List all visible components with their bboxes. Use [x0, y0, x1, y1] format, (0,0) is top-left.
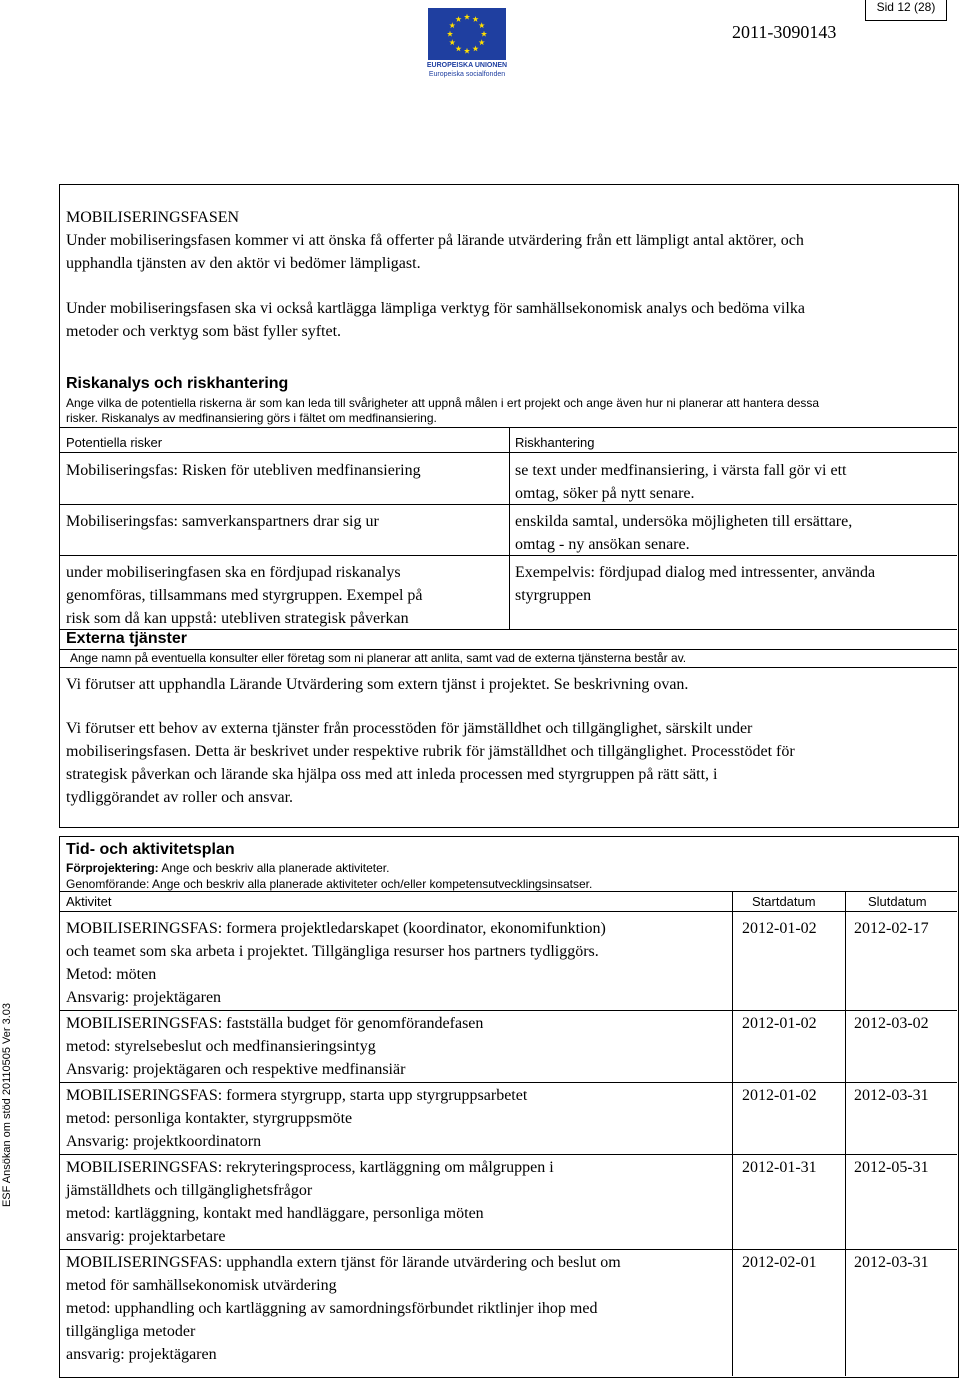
- externa-title-line: [59, 649, 957, 650]
- plan-row-divider: [59, 1010, 957, 1011]
- risk-row-1-handling-line2: omtag, söker på nytt senare.: [515, 485, 695, 502]
- mobilisering-para2-line2: metoder och verktyg som bäst fyller syftet.: [66, 323, 342, 340]
- plan-activity-3-line1: MOBILISERINGSFAS: formera styrgrupp, starta upp styrgruppsarbetet: [66, 1087, 528, 1104]
- risk-row-2-risk: Mobiliseringsfas: samverkanspartners drar sig ur: [66, 513, 379, 530]
- plan-col-divider-1: [732, 891, 733, 1376]
- risk-row-3-handling-line2: styrgruppen: [515, 587, 592, 604]
- eu-logo-line1: EUROPEISKA UNIONEN: [426, 62, 508, 69]
- externa-instruction-line: [59, 667, 957, 668]
- eu-logo-line2: Europeiska socialfonden: [428, 71, 506, 78]
- risk-row-3-risk-line2: genomföras, tillsammans med styrgruppen. Exempel på: [66, 587, 423, 604]
- risk-row-3-risk-line1: under mobiliseringfasen ska en fördjupad riskanalys: [66, 564, 401, 581]
- risk-row-1-risk: Mobiliseringsfas: Risken för utebliven medfinansiering: [66, 462, 421, 479]
- plan-genomforande: Genomförande: Ange och beskriv alla planerade aktiviteter och/eller kompetensutvecklingsinsatser.: [66, 877, 593, 891]
- plan-row-divider: [59, 1154, 957, 1155]
- plan-forprojektering-label: Förprojektering:: [66, 861, 159, 875]
- plan-activity-1-line1: MOBILISERINGSFAS: formera projektledarskapet (koordinator, ekonomifunktion): [66, 920, 606, 937]
- plan-activity-1-line3: Metod: möten: [66, 966, 157, 983]
- externa-para2-line4: tydliggörandet av roller och ansvar.: [66, 789, 294, 806]
- eu-star-icon: [481, 31, 487, 37]
- risk-instruction-line2: risker. Riskanalys av medfinansiering görs i fältet om medfinansiering.: [66, 411, 437, 425]
- eu-star-icon: [455, 16, 461, 22]
- document-number: 2011-3090143: [732, 22, 837, 42]
- plan-activity-4-line2: jämställdhets och tillgänglighetsfrågor: [66, 1182, 313, 1199]
- plan-activity-5-line4: tillgängliga metoder: [66, 1323, 196, 1340]
- plan-col-activity: Aktivitet: [66, 894, 112, 909]
- plan-activity-4-line3: metod: kartläggning, kontakt med handläggare, personliga möten: [66, 1205, 484, 1222]
- risk-col-header-handling: Riskhantering: [515, 435, 595, 450]
- risk-table-divider: [509, 427, 510, 629]
- risk-row-1-handling-line1: se text under medfinansiering, i värsta fall gör vi ett: [515, 462, 847, 479]
- plan-activity-4-end: 2012-05-31: [854, 1159, 929, 1176]
- plan-activity-1-start: 2012-01-02: [742, 920, 817, 937]
- eu-star-icon: [464, 48, 470, 54]
- plan-activity-1-line2: och teamet som ska arbeta i projektet. Tillgängliga resurser hos partners tydliggörs.: [66, 943, 599, 960]
- plan-activity-2-end: 2012-03-02: [854, 1015, 929, 1032]
- risk-row-2-handling-line1: enskilda samtal, undersöka möjligheten till ersättare,: [515, 513, 853, 530]
- externa-instruction: Ange namn på eventuella konsulter eller företag som ni planerar att anlita, samt vad de externa tjänsterna består av.: [70, 651, 687, 665]
- eu-star-icon: [449, 22, 455, 28]
- eu-star-icon: [472, 46, 478, 52]
- plan-activity-3-end: 2012-03-31: [854, 1087, 929, 1104]
- eu-logo: [426, 8, 508, 80]
- side-version-text: ESF Ansökan om stöd 20110505 Ver 3.03: [1, 1002, 13, 1208]
- plan-col-end: Slutdatum: [868, 894, 927, 909]
- plan-activity-5-line3: metod: upphandling och kartläggning av samordningsförbundet riktlinjer ihop med: [66, 1300, 598, 1317]
- risk-row-3-handling-line1: Exempelvis: fördjupad dialog med intressenter, använda: [515, 564, 876, 581]
- plan-activity-5-end: 2012-03-31: [854, 1254, 929, 1271]
- plan-activity-5-start: 2012-02-01: [742, 1254, 817, 1271]
- plan-activity-2-line2: metod: styrelsebeslut och medfinansieringsintyg: [66, 1038, 376, 1055]
- eu-flag-icon: [428, 8, 506, 60]
- mobilisering-para2-line1: Under mobiliseringsfasen ska vi också kartlägga lämpliga verktyg för samhällsekonomisk analys och bedöma vilka: [66, 300, 805, 317]
- plan-activity-4-line4: ansvarig: projektarbetare: [66, 1228, 226, 1245]
- externa-para2-line1: Vi förutser ett behov av externa tjänster från processtöden för jämställdhet och tillgänglighet, särskilt under: [66, 720, 753, 737]
- mobilisering-heading: MOBILISERINGSFASEN: [66, 209, 240, 226]
- plan-activity-2-line1: MOBILISERINGSFAS: fastställa budget för genomförandefasen: [66, 1015, 484, 1032]
- risk-title: Riskanalys och riskhantering: [66, 375, 289, 392]
- eu-star-icon: [447, 31, 453, 37]
- externa-para1: Vi förutser att upphandla Lärande Utvärdering som extern tjänst i projektet. Se beskrivning ovan.: [66, 676, 689, 693]
- plan-activity-5-line5: ansvarig: projektägaren: [66, 1346, 217, 1363]
- plan-activity-5-line1: MOBILISERINGSFAS: upphandla extern tjänst för lärande utvärdering och beslut om: [66, 1254, 621, 1271]
- risk-table-top-line: [59, 427, 957, 428]
- risk-col-header-risk: Potentiella risker: [66, 435, 163, 450]
- externa-top-line: [59, 629, 957, 630]
- eu-star-icon: [479, 39, 485, 45]
- risk-row-3-risk-line3: risk som då kan uppstå: utebliven strategisk påverkan: [66, 610, 409, 627]
- externa-title: Externa tjänster: [66, 630, 187, 647]
- mobilisering-para1-line2: upphandla tjänsten av den aktör vi bedömer lämpligast.: [66, 255, 421, 272]
- eu-star-icon: [455, 46, 461, 52]
- plan-activity-3-line3: Ansvarig: projektkoordinatorn: [66, 1133, 262, 1150]
- eu-star-icon: [449, 39, 455, 45]
- plan-activity-2-line3: Ansvarig: projektägaren och respektive medfinansiär: [66, 1061, 406, 1078]
- risk-row-1-line: [59, 504, 957, 505]
- eu-star-icon: [479, 22, 485, 28]
- plan-header-top-line: [59, 891, 957, 892]
- plan-col-divider-2: [845, 891, 846, 1376]
- plan-row-divider: [59, 1249, 957, 1250]
- plan-forprojektering-text: Ange och beskriv alla planerade aktiviteter.: [158, 861, 390, 875]
- plan-row-divider: [59, 1082, 957, 1083]
- plan-col-start: Startdatum: [752, 894, 816, 909]
- risk-header-line: [59, 452, 957, 453]
- mobilisering-para1-line1: Under mobiliseringsfasen kommer vi att önska få offerter på lärande utvärdering från ett lämpligt antal aktörer, och: [66, 232, 804, 249]
- risk-instruction-line1: Ange vilka de potentiella riskerna är som kan leda till svårigheter att uppnå målen i ert projekt och ange även hur ni planerar att hantera dessa: [66, 396, 820, 410]
- externa-para2-line2: mobiliseringsfasen. Detta är beskrivet under respektive rubrik för jämställdhet och tillgänglighet. Processtödet för: [66, 743, 795, 760]
- eu-star-icon: [472, 16, 478, 22]
- eu-star-icon: [464, 14, 470, 20]
- plan-activity-4-start: 2012-01-31: [742, 1159, 817, 1176]
- risk-row-2-line: [59, 555, 957, 556]
- plan-activity-4-line1: MOBILISERINGSFAS: rekryteringsprocess, kartläggning om målgruppen i: [66, 1159, 554, 1176]
- risk-row-2-handling-line2: omtag - ny ansökan senare.: [515, 536, 690, 553]
- plan-activity-1-line4: Ansvarig: projektägaren: [66, 989, 222, 1006]
- plan-activity-2-start: 2012-01-02: [742, 1015, 817, 1032]
- externa-para2-line3: strategisk påverkan och lärande ska hjälpa oss med att inleda processen med styrgruppen på rätt sätt, i: [66, 766, 718, 783]
- plan-activity-3-start: 2012-01-02: [742, 1087, 817, 1104]
- plan-activity-3-line2: metod: personliga kontakter, styrgruppsmöte: [66, 1110, 353, 1127]
- eu-stars-icon: [428, 8, 506, 60]
- plan-activity-5-line2: metod för samhällsekonomisk utvärdering: [66, 1277, 337, 1294]
- plan-header-line: [59, 911, 957, 912]
- plan-activity-1-end: 2012-02-17: [854, 920, 929, 937]
- plan-forprojektering: [66, 861, 389, 876]
- page-number: Sid 12 (28): [865, 0, 947, 21]
- plan-title: Tid- och aktivitetsplan: [66, 841, 235, 858]
